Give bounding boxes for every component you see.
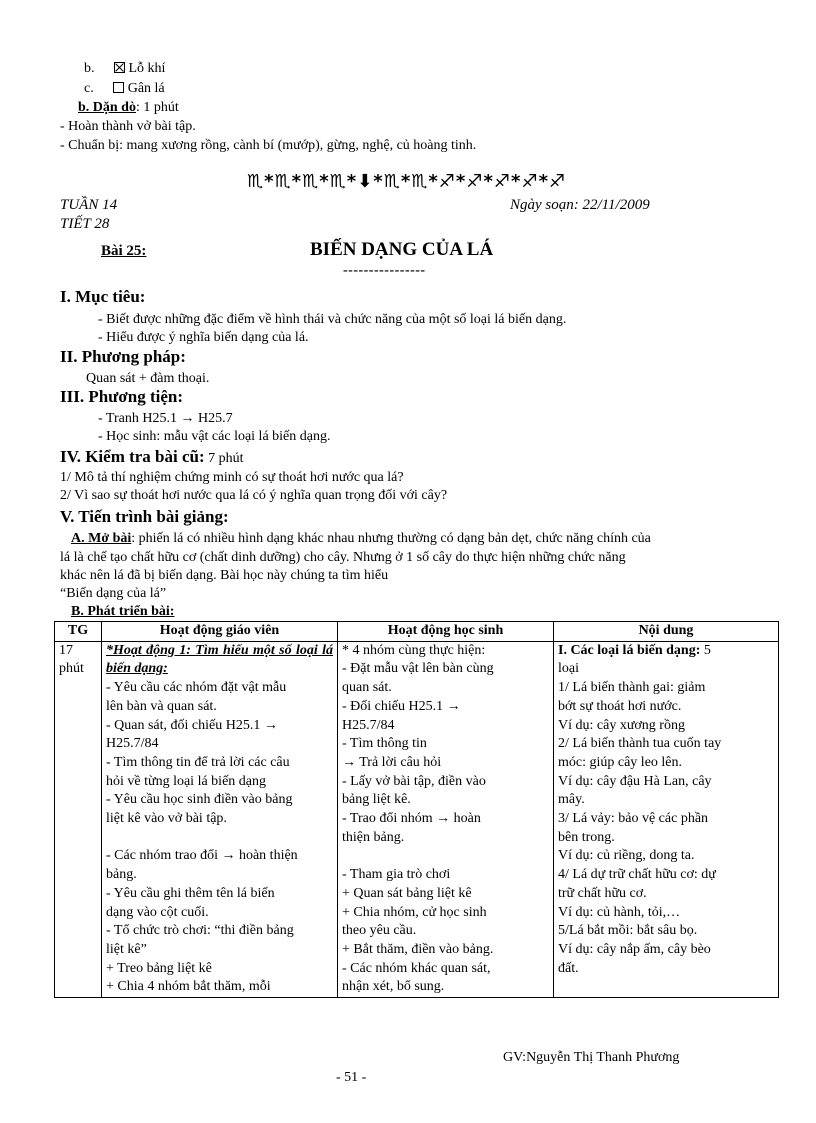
activity-title: *Hoạt động 1: Tìm hiểu một số loại lá biến dạng: [106,642,333,677]
content-line: Ví dụ: cây đậu Hà Lan, cây [558,773,712,789]
checked-box-icon [114,62,125,73]
header-time: TG [55,622,102,642]
intro-line: khác nên lá đã bị biến dạng. Bài học này chúng ta tìm hiểu [60,568,389,583]
content-line: Ví dụ: cây xương rồng [558,717,685,733]
student-activity-line: theo yêu cầu. [342,923,417,939]
week-label: TUẦN 14 [60,197,118,213]
content-line: 4/ Lá dự trữ chất hữu cơ: dự [558,867,716,883]
unchecked-box-icon [113,82,124,93]
goal-item: - Biết được những đặc điểm về hình thái và chức năng của một số loại lá biến dạng. [98,312,567,327]
teacher-activity-line: liệt kê” [106,941,147,957]
check-question: 1/ Mô tả thí nghiệm chứng minh có sự thoát hơi nước qua lá? [60,470,404,485]
means-heading: III. Phương tiện: [60,387,184,406]
goals-heading: I. Mục tiêu: [60,287,146,306]
teacher-activity-line: + Chia 4 nhóm bắt thăm, mỗi [106,979,271,995]
content-line: 2/ Lá biến thành tua cuốn tay [558,736,722,752]
homework-duration: : 1 phút [135,100,179,115]
content-line: bớt sự thoát hơi nước. [558,698,682,714]
student-activity-line: - Trao đổi nhóm → hoàn [342,811,481,827]
student-activity-line: → Trả lời câu hỏi [342,754,442,770]
header-content: Nội dung [554,622,779,642]
option-letter: c. [84,81,94,96]
student-activity-line: - Đối chiếu H25.1 → [342,698,461,714]
teacher-signature: GV:Nguyễn Thị Thanh Phương [503,1050,680,1065]
student-activity-line: + Chia nhóm, cử học sinh [342,904,487,920]
content-line: 5/Lá bắt mồi: bắt sâu bọ. [558,923,698,939]
student-cell [338,641,554,997]
student-activity-line [342,847,549,866]
student-activity-line: + Quan sát bảng liệt kê [342,885,472,901]
student-activity-line: * 4 nhóm cùng thực hiện: [342,642,486,658]
intro-label: A. Mở bài [71,531,132,546]
check-time: 7 phút [204,451,244,466]
intro-text: : phiến lá có nhiều hình dạng khác nhau nhưng thường có dạng bản dẹt, chức năng chính của [131,531,651,546]
teacher-activity-line [106,829,333,848]
decorative-divider: ♏*♏*♏*♏*⬇*♏*♏*♐*♐*♐*♐*♐ [247,171,567,192]
content-line: móc: giúp cây leo lên. [558,754,683,770]
content-line: bên trong. [558,829,615,845]
teacher-activity-line: - Yêu cầu học sinh điền vào bảng [106,792,293,808]
content-cell [554,641,779,997]
student-activity-line: - Tìm thông tin [342,736,427,752]
goal-item: - Hiểu được ý nghĩa biến dạng của lá. [98,330,309,345]
check-question: 2/ Vì sao sự thoát hơi nước qua lá có ý nghĩa quan trọng đối với cây? [60,488,448,503]
teacher-activity-line: - Tổ chức trò chơi: “thi điền bảng [106,923,294,939]
teacher-activity-line: liệt kê vào vở bài tập. [106,811,227,827]
option-letter: b. [84,61,95,76]
teacher-activity-line: - Tìm thông tin để trả lời các câu [106,754,290,770]
table-row [55,641,779,997]
teacher-activity-line: - Quan sát, đối chiếu H25.1 → [106,717,278,733]
student-activity-line: bảng liệt kê. [342,792,411,808]
lesson-table [54,621,779,998]
homework-heading [78,99,179,117]
lesson-number: Bài 25: [101,243,147,259]
homework-label: b. Dặn dò [78,100,136,115]
student-activity-line: + Bắt thăm, điền vào bảng. [342,941,494,957]
student-activity-line: H25.7/84 [342,717,395,733]
content-line: Ví dụ: cây nắp ấm, cây bèo [558,941,711,957]
homework-item: - Chuẩn bị: mang xương rồng, cành bí (mướp), gừng, nghệ, củ hoàng tinh. [60,138,477,153]
teacher-activity-line: - Các nhóm trao đổi → hoàn thiện [106,848,298,864]
time-cell [55,641,102,997]
time-unit: phút [59,661,84,677]
date-label: Ngày soạn: 22/11/2009 [510,197,650,213]
title-underline: ---------------- [343,263,426,278]
check-heading [60,447,244,467]
student-activity-line: quan sát. [342,680,392,696]
means-item: - Học sinh: mẫu vật các loại lá biến dạng. [98,429,331,444]
student-activity-line: nhận xét, bổ sung. [342,979,445,995]
content-line: trữ chất hữu cơ. [558,885,647,901]
student-activity-line: - Các nhóm khác quan sát, [342,960,491,976]
header-student: Hoạt động học sinh [338,622,554,642]
teacher-activity-line: dạng vào cột cuối. [106,904,209,920]
content-line: loại [558,661,579,677]
homework-item: - Hoàn thành vở bài tập. [60,119,196,134]
student-activity-line: thiện bảng. [342,829,405,845]
table-header-row [55,622,779,642]
teacher-activity-line: + Treo bảng liệt kê [106,960,212,976]
option-text: Lỗ khí [128,61,166,76]
progress-heading: V. Tiến trình bài giảng: [60,507,229,526]
student-activity-line: - Lấy vở bài tập, điền vào [342,773,486,789]
teacher-activity-line: H25.7/84 [106,736,159,752]
check-title: IV. Kiểm tra bài cũ: [60,447,205,466]
intro-line: “Biến dạng của lá” [60,586,167,601]
teacher-activity-line: lên bàn và quan sát. [106,698,217,714]
teacher-activity-line: - Yêu cầu ghi thêm tên lá biến [106,885,275,901]
intro-line: lá là chế tạo chất hữu cơ (chất dinh dưỡng) cho cây. Nhưng ở 1 số cây do thực hiện những chức năng [60,550,626,565]
content-line: đất. [558,960,579,976]
time-value: 17 [59,642,73,658]
option-c [84,80,165,98]
content-heading [558,642,774,661]
lesson-title: BIẾN DẠNG CỦA LÁ [310,239,494,260]
method-text: Quan sát + đàm thoại. [86,371,210,386]
content-line: 1/ Lá biến thành gai: giảm [558,680,706,696]
content-line: Ví dụ: củ hành, tỏi,… [558,904,681,920]
intro-line-1 [60,530,756,548]
content-line: Ví dụ: củ riềng, dong ta. [558,848,695,864]
develop-heading: B. Phát triển bài: [71,604,175,619]
option-b [84,60,165,78]
teacher-cell [102,641,338,997]
means-item: - Tranh H25.1 → H25.7 [98,411,233,426]
option-text: Gân lá [127,81,165,96]
content-title-tail: 5 [700,642,711,658]
period-label: TIẾT 28 [60,216,110,232]
teacher-activity-line: hỏi về từng loại lá biến dạng [106,773,266,789]
method-heading: II. Phương pháp: [60,347,186,366]
page-number: - 51 - [336,1070,367,1085]
student-activity-line: - Tham gia trò chơi [342,867,451,883]
student-activity-line: - Đặt mẫu vật lên bàn cùng [342,661,494,677]
content-line: 3/ Lá vảy: bảo vệ các phần [558,811,709,827]
teacher-activity-line: bảng. [106,867,137,883]
header-teacher: Hoạt động giáo viên [102,622,338,642]
content-line: mây. [558,792,585,808]
teacher-activity-line: - Yêu cầu các nhóm đặt vật mẫu [106,680,287,696]
content-title: I. Các loại lá biến dạng: [558,642,701,658]
